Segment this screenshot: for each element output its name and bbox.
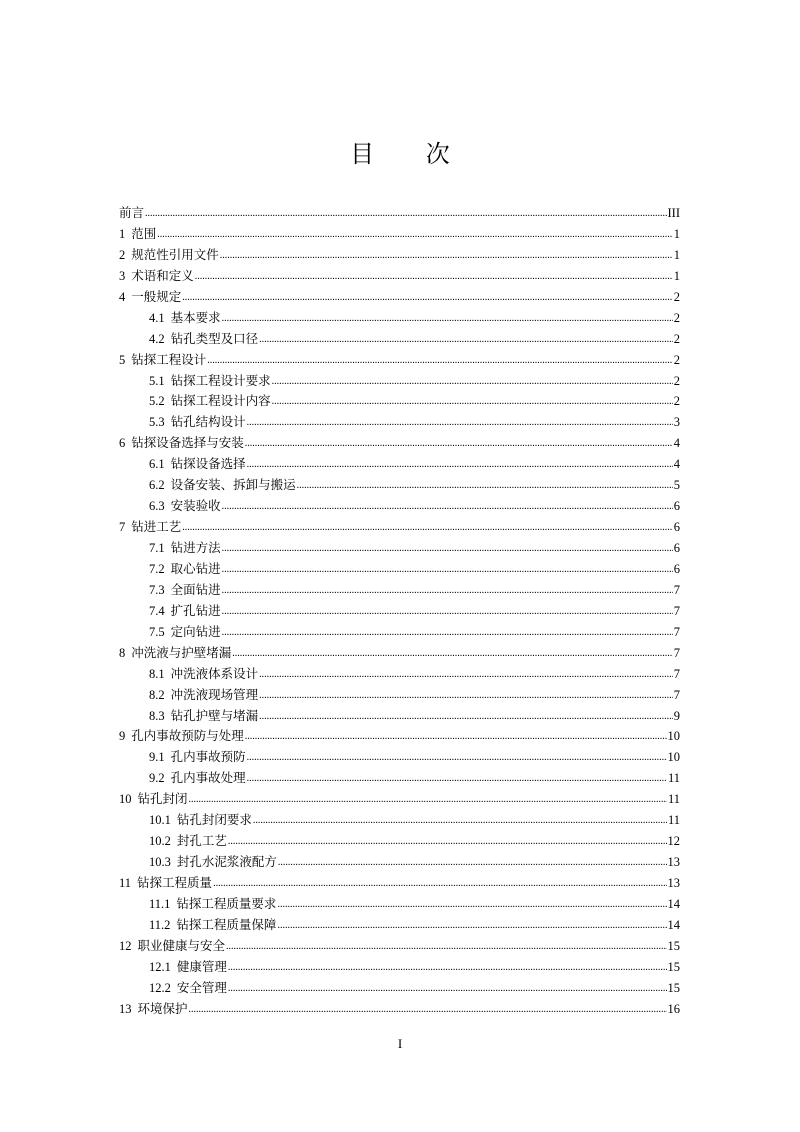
toc-entry-page: 7 (673, 582, 680, 597)
toc-entry-label: 钻孔护壁与堵漏 (170, 707, 259, 723)
toc-entry[interactable] (119, 685, 680, 706)
toc-entry-number: 9 (119, 729, 126, 744)
toc-entry-page: 2 (673, 373, 680, 388)
toc-entry-page: 6 (673, 520, 680, 535)
toc-dot-leader (195, 267, 673, 288)
toc-dot-leader (222, 539, 673, 560)
toc-entry-number: 9.2 (149, 771, 165, 786)
toc-entry-number: 1 (119, 226, 126, 241)
toc-entry-page: 15 (667, 959, 680, 974)
toc-entry-page: 11 (667, 813, 680, 828)
toc-entry-label: 规范性引用文件 (131, 246, 219, 262)
toc-entry[interactable] (119, 266, 680, 287)
toc-entry-number: 10.3 (149, 855, 171, 870)
toc-entry-number: 6 (119, 436, 126, 451)
toc-entry-number: 9.1 (149, 750, 165, 765)
toc-entry-page: 5 (673, 478, 680, 493)
toc-entry-page: 11 (667, 792, 680, 807)
toc-entry-number: 8.1 (149, 666, 165, 681)
toc-entry-label: 全面钻进 (170, 581, 221, 597)
toc-entry-label: 安全管理 (176, 979, 227, 995)
toc-entry-label: 冲洗液现场管理 (170, 686, 259, 702)
toc-entry-number: 10 (119, 792, 132, 807)
toc-entry-label: 钻孔封闭 (137, 791, 188, 807)
toc-entry[interactable] (119, 203, 680, 224)
toc-entry-page: 7 (673, 645, 680, 660)
toc-dot-leader (247, 769, 667, 790)
toc-entry[interactable] (119, 496, 680, 517)
toc-entry[interactable] (119, 831, 680, 852)
toc-entry[interactable] (119, 371, 680, 392)
toc-entry-label: 定向钻进 (170, 623, 221, 639)
toc-dot-leader (228, 958, 667, 979)
toc-entry-number: 2 (119, 247, 126, 262)
toc-entry-label: 一般规定 (131, 288, 182, 304)
page-title: 目 次 (350, 140, 472, 168)
toc-dot-leader (189, 1000, 667, 1021)
toc-entry-page: 2 (673, 331, 680, 346)
toc-dot-leader (182, 288, 672, 309)
toc-entry-number: 12.1 (149, 959, 171, 974)
toc-entry-label: 钻孔类型及口径 (170, 330, 259, 346)
toc-entry-number: 10.2 (149, 834, 171, 849)
toc-dot-leader (182, 518, 672, 539)
toc-entry-number: 8.2 (149, 687, 165, 702)
toc-entry-number: 5.2 (149, 394, 165, 409)
toc-entry-label: 基本要求 (170, 309, 221, 325)
toc-entry-page: III (667, 206, 680, 220)
toc-entry[interactable] (119, 329, 680, 350)
toc-entry-number: 12 (119, 938, 132, 953)
toc-entry-page: 6 (673, 499, 680, 514)
toc-dot-leader (220, 246, 673, 267)
toc-dot-leader (228, 832, 667, 853)
toc-entry-page: 3 (673, 415, 680, 430)
toc-entry-number: 6.2 (149, 478, 165, 493)
toc-entry-label: 钻进工艺 (131, 519, 182, 535)
toc-dot-leader (213, 874, 666, 895)
toc-dot-leader (232, 644, 672, 665)
toc-entry-label: 前言 (119, 205, 145, 220)
toc-entry-page: 7 (673, 603, 680, 618)
toc-entry-page: 14 (667, 917, 680, 932)
toc-dot-leader (222, 602, 673, 623)
toc-entry[interactable] (119, 308, 680, 329)
toc-entry-label: 钻探工程质量 (137, 875, 213, 890)
toc-entry-label: 孔内事故预防与处理 (131, 728, 244, 744)
toc-entry-label: 钻探工程设计要求 (170, 372, 271, 388)
toc-entry-page: 7 (673, 687, 680, 702)
toc-entry-number: 11 (119, 876, 132, 890)
toc-entry-number: 12.2 (149, 980, 171, 995)
toc-entry[interactable] (119, 664, 680, 685)
toc-entry-number: 7.4 (149, 603, 165, 618)
toc-entry[interactable] (119, 601, 680, 622)
toc-entry-page: 2 (673, 394, 680, 409)
toc-entry-label: 健康管理 (176, 958, 227, 974)
toc-entry[interactable] (119, 224, 680, 245)
toc-entry[interactable] (119, 412, 680, 433)
toc-entry-label: 封孔水泥浆液配方 (176, 854, 277, 870)
toc-entry-label: 钻探工程设计内容 (170, 393, 271, 409)
toc-entry-label: 取心钻进 (170, 560, 221, 576)
toc-dot-leader (245, 434, 673, 455)
toc-entry[interactable] (119, 517, 680, 538)
toc-dot-leader (297, 476, 673, 497)
toc-entry-page: 6 (673, 561, 680, 576)
toc-dot-leader (145, 204, 666, 225)
toc-entry-label: 孔内事故预防 (170, 749, 246, 765)
toc-entry-page: 10 (667, 750, 680, 765)
toc-entry[interactable] (119, 391, 680, 412)
toc-entry-number: 8.3 (149, 708, 165, 723)
toc-entry-label: 孔内事故处理 (170, 770, 246, 786)
toc-dot-leader (272, 372, 673, 393)
toc-dot-leader (247, 455, 673, 476)
toc-entry-page: 2 (673, 352, 680, 367)
toc-entry-label: 钻探工程设计 (131, 351, 207, 367)
toc-entry-number: 7.5 (149, 624, 165, 639)
toc-entry-label: 术语和定义 (131, 267, 194, 283)
toc-dot-leader (222, 623, 673, 644)
toc-dot-leader (222, 560, 673, 581)
toc-entry-number: 4 (119, 289, 126, 304)
page-number-footer: I (397, 1036, 403, 1051)
toc-dot-leader (247, 413, 673, 434)
toc-dot-leader (226, 937, 666, 958)
toc-entry-label: 钻探设备选择 (170, 456, 246, 472)
toc-entry-label: 设备安装、拆卸与搬运 (170, 477, 296, 493)
toc-entry-page: 13 (667, 876, 680, 890)
toc-entry-number: 13 (119, 1001, 132, 1016)
toc-entry[interactable] (119, 287, 680, 308)
toc-entry-number: 6.3 (149, 499, 165, 514)
toc-dot-leader (277, 916, 666, 937)
toc-entry-page: 7 (673, 624, 680, 639)
toc-entry-page: 10 (667, 729, 680, 744)
toc-dot-leader (222, 497, 673, 518)
toc-dot-leader (278, 853, 667, 874)
toc-entry[interactable] (119, 747, 680, 768)
toc-dot-leader (189, 790, 667, 811)
toc-entry-number: 4.1 (149, 310, 165, 325)
toc-entry-page: 2 (673, 310, 680, 325)
toc-dot-leader (259, 330, 673, 351)
toc-entry-number: 7.1 (149, 541, 165, 555)
toc-entry-number: 7.3 (149, 582, 165, 597)
toc-entry[interactable] (119, 350, 680, 371)
toc-dot-leader (259, 686, 673, 707)
toc-entry[interactable] (119, 726, 680, 747)
toc-entry[interactable] (119, 999, 680, 1020)
toc-dot-leader (228, 979, 667, 1000)
toc-dot-leader (222, 309, 673, 330)
toc-entry-page: 12 (667, 834, 680, 849)
toc-entry-label: 封孔工艺 (176, 833, 227, 849)
toc-entry[interactable] (119, 810, 680, 831)
toc-entry-page: 6 (673, 541, 680, 555)
toc-dot-leader (272, 392, 673, 413)
toc-entry[interactable] (119, 622, 680, 643)
toc-entry-label: 钻孔封闭要求 (176, 812, 252, 828)
toc-entry-number: 6.1 (149, 457, 165, 472)
toc-entry[interactable] (119, 894, 680, 915)
toc-entry-number: 8 (119, 645, 126, 660)
toc-dot-leader (247, 748, 667, 769)
toc-entry[interactable] (119, 915, 680, 936)
toc-entry-number: 7.2 (149, 561, 165, 576)
toc-entry-page: 9 (673, 708, 680, 723)
toc-dot-leader (259, 707, 673, 728)
table-of-contents (119, 203, 680, 1020)
toc-dot-leader (259, 665, 673, 686)
toc-entry[interactable] (119, 580, 680, 601)
toc-dot-leader (253, 811, 667, 832)
toc-entry-number: 11.1 (149, 896, 171, 911)
toc-dot-leader (277, 895, 666, 916)
toc-entry[interactable] (119, 873, 680, 894)
toc-entry-label: 钻进方法 (170, 540, 221, 555)
toc-entry-page: 13 (667, 855, 680, 870)
toc-entry[interactable] (119, 852, 680, 873)
toc-entry-label: 钻孔结构设计 (170, 414, 246, 430)
toc-dot-leader (245, 727, 667, 748)
toc-entry-page: 1 (673, 226, 680, 241)
toc-entry[interactable] (119, 789, 680, 810)
toc-entry[interactable] (119, 978, 680, 999)
toc-entry-number: 10.1 (149, 813, 171, 828)
toc-entry-page: 14 (667, 896, 680, 911)
toc-entry[interactable] (119, 936, 680, 957)
toc-entry-page: 16 (667, 1001, 680, 1016)
toc-entry-number: 11.2 (149, 917, 171, 932)
toc-entry-number: 7 (119, 520, 126, 535)
toc-entry-label: 安装验收 (170, 498, 221, 514)
toc-entry-page: 2 (673, 289, 680, 304)
toc-entry-label: 环境保护 (137, 1000, 188, 1016)
toc-entry-label: 范围 (131, 225, 157, 241)
toc-entry-page: 4 (673, 457, 680, 472)
toc-entry-page: 15 (667, 938, 680, 953)
toc-entry-page: 4 (673, 436, 680, 451)
toc-entry-number: 3 (119, 268, 126, 283)
toc-entry[interactable] (119, 706, 680, 727)
toc-entry-label: 职业健康与安全 (137, 937, 226, 953)
toc-entry-page: 15 (667, 980, 680, 995)
toc-entry[interactable] (119, 454, 680, 475)
toc-entry-number: 5.3 (149, 415, 165, 430)
toc-entry-page: 1 (673, 247, 680, 262)
toc-entry[interactable] (119, 559, 680, 580)
toc-entry-label: 冲洗液体系设计 (170, 665, 259, 681)
toc-entry-label: 钻探设备选择与安装 (131, 435, 244, 451)
toc-entry-number: 5.1 (149, 373, 165, 388)
toc-entry-label: 冲洗液与护壁堵漏 (131, 644, 232, 660)
toc-dot-leader (207, 351, 672, 372)
toc-entry[interactable] (119, 768, 680, 789)
toc-entry-number: 5 (119, 352, 126, 367)
toc-entry-page: 11 (667, 771, 680, 786)
toc-entry[interactable] (119, 538, 680, 559)
toc-entry-page: 7 (673, 666, 680, 681)
toc-entry-page: 1 (673, 268, 680, 283)
toc-entry-label: 钻探工程质量要求 (176, 895, 277, 911)
toc-dot-leader (222, 581, 673, 602)
toc-entry[interactable] (119, 643, 680, 664)
toc-entry-label: 钻探工程质量保障 (176, 916, 277, 932)
toc-entry-label: 扩孔钻进 (170, 602, 221, 618)
toc-entry[interactable] (119, 433, 680, 454)
toc-entry-number: 4.2 (149, 331, 165, 346)
toc-entry[interactable] (119, 475, 680, 496)
toc-entry[interactable] (119, 957, 680, 978)
toc-entry[interactable] (119, 245, 680, 266)
toc-dot-leader (157, 225, 672, 246)
